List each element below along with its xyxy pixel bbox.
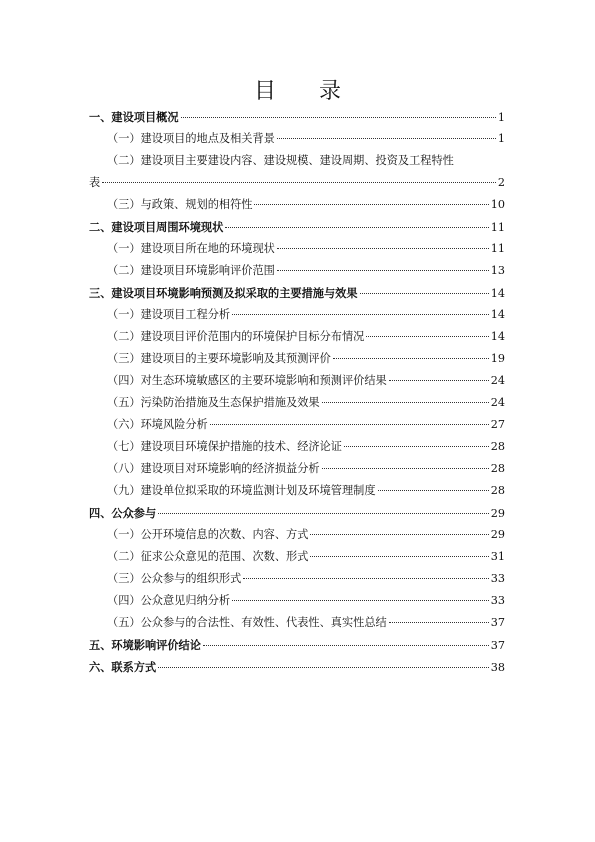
- toc-page-number: 38: [490, 661, 505, 674]
- toc-page-number: 1: [497, 132, 505, 145]
- toc-page-number: 13: [490, 264, 505, 277]
- toc-entry-text: 一、建设项目概况: [89, 110, 179, 124]
- toc-page-number: 33: [490, 594, 505, 607]
- toc-leader-dots: [389, 380, 489, 381]
- toc-entry[interactable]: [89, 370, 505, 392]
- toc-entry-text: （四）公众意见归纳分析: [107, 594, 231, 607]
- toc-leader-dots: [378, 490, 489, 491]
- toc-page-number: 14: [490, 308, 505, 321]
- toc-leader-dots: [277, 270, 489, 271]
- toc-leader-dots: [277, 138, 496, 139]
- toc-leader-dots: [322, 468, 489, 469]
- toc-entry-text: （三）与政策、规划的相符性: [107, 198, 253, 211]
- toc-page-number: 28: [490, 440, 505, 453]
- toc-entry-text: （五）公众参与的合法性、有效性、代表性、真实性总结: [107, 616, 387, 629]
- toc-page-number: 19: [490, 352, 505, 365]
- toc-page-number: 24: [490, 374, 505, 387]
- toc-page-number: 29: [490, 528, 505, 541]
- toc-leader-dots: [254, 204, 488, 205]
- toc-entry-text: （九）建设单位拟采取的环境监测计划及环境管理制度: [107, 484, 376, 497]
- toc-leader-dots: [333, 358, 489, 359]
- toc-page-number: 27: [490, 418, 505, 431]
- toc-entry[interactable]: [89, 590, 505, 612]
- toc-entry[interactable]: [89, 414, 505, 436]
- toc-leader-dots: [277, 248, 489, 249]
- toc-leader-dots: [389, 622, 489, 623]
- toc-entry[interactable]: [89, 546, 505, 568]
- toc-leader-dots: [158, 667, 489, 668]
- toc-entry-text: （二）征求公众意见的范围、次数、形式: [107, 550, 309, 563]
- toc-entry-text: 三、建设项目环境影响预测及拟采取的主要措施与效果: [89, 286, 358, 300]
- toc-leader-dots: [344, 446, 489, 447]
- toc-leader-dots: [203, 645, 489, 646]
- toc-page-number: 2: [497, 176, 505, 189]
- toc-entry-text: （六）环境风险分析: [107, 418, 208, 431]
- toc-entry-text: （一）公开环境信息的次数、内容、方式: [107, 528, 309, 541]
- toc-entry-section-6[interactable]: [89, 656, 505, 678]
- toc-page-number: 33: [490, 572, 505, 585]
- toc-page-number: 37: [490, 616, 505, 629]
- table-of-contents: [89, 106, 505, 678]
- toc-entry-text: 四、公众参与: [89, 506, 157, 520]
- toc-entry-text: （五）污染防治措施及生态保护措施及效果: [107, 396, 320, 409]
- toc-entry-text: （七）建设项目环境保护措施的技术、经济论证: [107, 440, 342, 453]
- toc-entry[interactable]: [89, 524, 505, 546]
- toc-entry-text: 五、环境影响评价结论: [89, 638, 201, 652]
- toc-leader-dots: [232, 600, 489, 601]
- toc-entry[interactable]: [89, 238, 505, 260]
- toc-entry-text: （三）公众参与的组织形式: [107, 572, 242, 585]
- toc-entry[interactable]: [89, 392, 505, 414]
- toc-entry[interactable]: [89, 326, 505, 348]
- toc-entry-text: （二）建设项目主要建设内容、建设规模、建设周期、投资及工程特性: [107, 154, 454, 167]
- toc-entry[interactable]: [89, 480, 505, 502]
- toc-entry-text: （四）对生态环境敏感区的主要环境影响和预测评价结果: [107, 374, 387, 387]
- toc-entry-section-4[interactable]: [89, 502, 505, 524]
- toc-entry[interactable]: [89, 348, 505, 370]
- toc-entry[interactable]: [89, 612, 505, 634]
- toc-leader-dots: [225, 227, 488, 228]
- toc-page-number: 31: [490, 550, 505, 563]
- toc-page-number: 11: [490, 221, 505, 234]
- toc-entry[interactable]: [89, 458, 505, 480]
- toc-entry-text: （一）建设项目工程分析: [107, 308, 231, 321]
- toc-page-number: 11: [490, 242, 505, 255]
- toc-leader-dots: [210, 424, 489, 425]
- toc-leader-dots: [322, 402, 489, 403]
- toc-page-number: 14: [490, 330, 505, 343]
- toc-entry-text: 二、建设项目周围环境现状: [89, 220, 224, 234]
- toc-entry[interactable]: [89, 194, 505, 216]
- toc-page-number: 28: [490, 462, 505, 475]
- toc-page-number: 29: [490, 507, 505, 520]
- toc-entry-section-2[interactable]: [89, 216, 505, 238]
- page-title: 目 录: [254, 79, 359, 104]
- toc-entry[interactable]: [89, 304, 505, 326]
- toc-leader-dots: [366, 336, 488, 337]
- toc-page-number: 28: [490, 484, 505, 497]
- toc-leader-dots: [158, 513, 489, 514]
- toc-leader-dots: [181, 117, 496, 118]
- toc-page-number: 1: [497, 111, 505, 124]
- toc-entry-continuation[interactable]: [89, 172, 505, 194]
- toc-page-number: 37: [490, 639, 505, 652]
- toc-entry-text: （二）建设项目评价范围内的环境保护目标分布情况: [107, 330, 365, 343]
- toc-entry-section-3[interactable]: [89, 282, 505, 304]
- toc-leader-dots: [310, 534, 488, 535]
- toc-entry-section-5[interactable]: [89, 634, 505, 656]
- toc-entry-text: （八）建设项目对环境影响的经济损益分析: [107, 462, 320, 475]
- toc-entry-section-1[interactable]: [89, 106, 505, 128]
- toc-entry-text: （二）建设项目环境影响评价范围: [107, 264, 275, 277]
- toc-entry-text: （三）建设项目的主要环境影响及其预测评价: [107, 352, 331, 365]
- toc-entry-text: （一）建设项目所在地的环境现状: [107, 242, 275, 255]
- toc-leader-dots: [232, 314, 489, 315]
- toc-entry[interactable]: [89, 128, 505, 150]
- toc-leader-dots: [310, 556, 488, 557]
- toc-leader-dots: [360, 293, 489, 294]
- toc-entry[interactable]: [89, 260, 505, 282]
- toc-entry-text: 表: [89, 176, 101, 189]
- toc-page-number: 24: [490, 396, 505, 409]
- toc-page-number: 14: [490, 287, 505, 300]
- toc-page-number: 10: [490, 198, 505, 211]
- toc-entry[interactable]: [89, 568, 505, 590]
- toc-entry-wrapped-line[interactable]: [89, 150, 505, 172]
- toc-entry-text: 六、联系方式: [89, 660, 157, 674]
- toc-leader-dots: [243, 578, 488, 579]
- toc-entry[interactable]: [89, 436, 505, 458]
- toc-leader-dots: [102, 182, 496, 183]
- toc-entry-text: （一）建设项目的地点及相关背景: [107, 132, 275, 145]
